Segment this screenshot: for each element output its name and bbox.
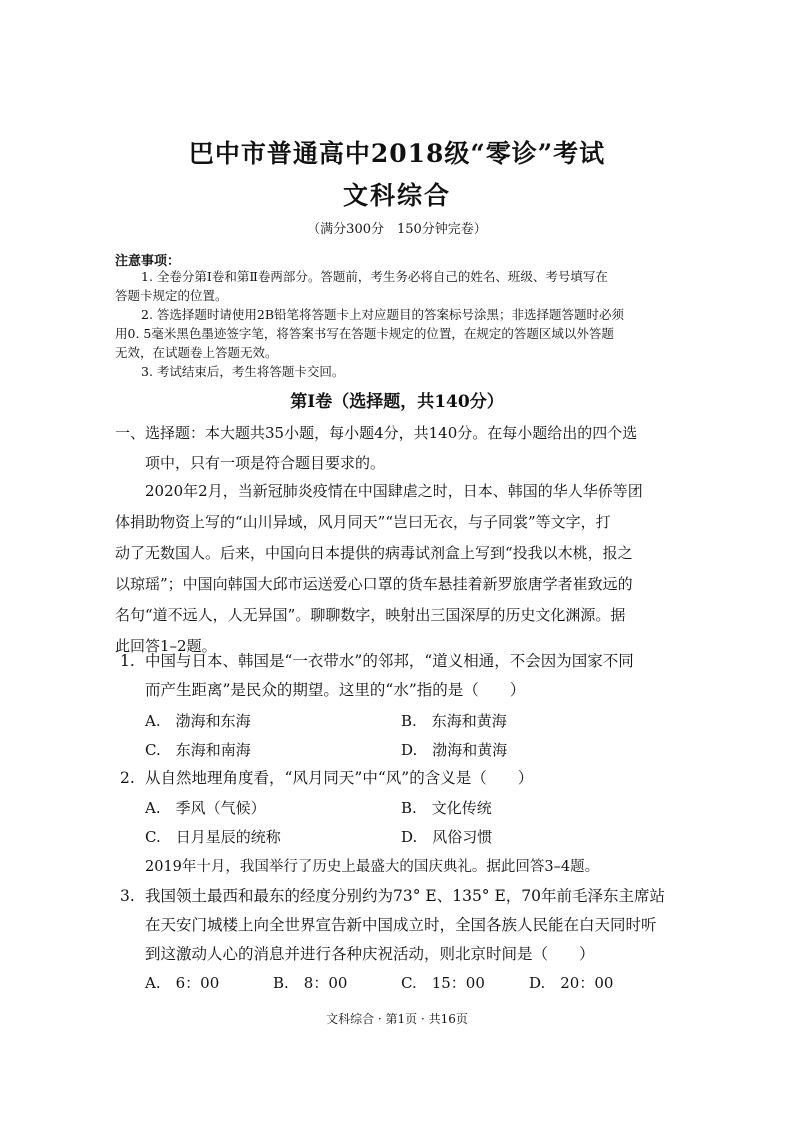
part-1-title: 第Ⅰ卷（选择题，共140分）	[290, 392, 504, 412]
question-3	[120, 882, 690, 969]
question-1	[120, 647, 690, 705]
question-3-number: 3.	[120, 887, 135, 905]
question-2	[120, 764, 690, 793]
notice-item-2-line-2: 用0. 5毫米黑色墨迹签字笔，将答案书写在答题卡规定的位置，在规定的答题区域以外答题	[115, 326, 614, 341]
question-3-stem-line-3: 到这激动人心的消息并进行各种庆祝活动，则北京时间是（ ）	[145, 945, 595, 963]
question-2-option-a: A. 季风（气候）	[145, 799, 266, 817]
notice-item-2-line-3: 无效，在试题卷上答题无效。	[115, 345, 278, 360]
notice-item-2-line-1: 2. 答选择题时请使用2B铅笔将答题卡上对应题目的答案标号涂黑；非选择题答题时必须	[141, 307, 625, 322]
notice-item-1-line-2: 答题卡规定的位置。	[115, 288, 228, 303]
passage-1	[115, 476, 687, 662]
passage-1-line-1: 2020年2月，当新冠肺炎疫情在中国肆虐之时，日本、韩国的华人华侨等团	[115, 482, 643, 500]
section-1-line-1: 一、选择题：本大题共35小题，每小题4分，共140分。在每小题给出的四个选	[115, 424, 638, 442]
question-1-option-d: D. 渤海和黄海	[401, 741, 508, 759]
notice-item-2	[115, 305, 685, 362]
question-1-number: 1.	[120, 652, 135, 670]
question-2-number: 2.	[120, 769, 135, 787]
passage-1-line-3: 动了无数国人。后来，中国向日本提供的病毒试剂盒上写到“投我以木桃，报之	[115, 544, 633, 562]
notice-item-3	[115, 362, 685, 381]
passage-1-line-4: 以琼瑶”；中国向韩国大邱市运送爱心口罩的货车悬挂着新罗旅唐学者崔致远的	[115, 575, 633, 593]
question-1-option-a: A. 渤海和东海	[145, 712, 251, 730]
exam-subtitle: （满分300分 150分钟完卷）	[307, 222, 487, 237]
question-1-option-c: C. 东海和南海	[145, 741, 251, 759]
page-footer: 文科综合 · 第1页 · 共16页	[326, 1012, 468, 1026]
question-2-option-d: D. 风俗习惯	[401, 828, 493, 846]
exam-title: 巴中市普通高中2018级“零诊”考试	[188, 139, 606, 168]
notice-item-3-line: 3. 考试结束后，考生将答题卡交回。	[141, 364, 345, 379]
question-3-stem-line-2: 在天安门城楼上向全世界宣告新中国成立时，全国各族人民能在白天同时听	[145, 916, 657, 934]
question-3-option-b: B. 8：00	[273, 974, 348, 992]
question-3-stem-line-1: 我国领土最西和最东的经度分别约为73° E、135° E，70年前毛泽东主席站	[145, 887, 666, 905]
passage-1-line-5: 名句“道不远人，人无异国”。聊聊数字，映射出三国深厚的历史文化渊源。据	[115, 606, 626, 624]
section-1-instructions	[115, 418, 685, 478]
question-3-option-d: D. 20：00	[529, 974, 614, 992]
question-2-option-c: C. 日月星辰的统称	[145, 828, 281, 846]
passage-1-line-6: 此回答1–2题。	[115, 637, 217, 655]
question-2-stem-line-1: 从自然地理角度看，“风月同天”中“风”的含义是（ ）	[145, 769, 534, 787]
question-2-option-b: B. 文化传统	[401, 799, 492, 817]
question-3-option-a: A. 6：00	[145, 974, 220, 992]
section-1-line-2: 项中，只有一项是符合题目要求的。	[145, 454, 386, 472]
notice-heading: 注意事项：	[115, 254, 181, 269]
passage-2: 2019年十月，我国举行了历史上最盛大的国庆典礼。据此回答3–4题。	[145, 859, 600, 875]
subject-title: 文科综合	[342, 181, 451, 210]
question-3-option-c: C. 15：00	[401, 974, 485, 992]
question-1-stem-line-1: 中国与日本、韩国是“一衣带水”的邻邦，“道义相通，不会因为国家不同	[145, 652, 634, 670]
notice-item-1	[115, 267, 685, 305]
question-1-stem-line-2: 而产生距离”是民众的期望。这里的“水”指的是（ ）	[145, 681, 526, 699]
passage-1-line-2: 体捐助物资上写的“山川异域，风月同天”“岂曰无衣，与子同裳”等文字，打	[115, 513, 611, 531]
question-1-option-b: B. 东海和黄海	[401, 712, 507, 730]
notice-item-1-line-1: 1. 全卷分第Ⅰ卷和第Ⅱ卷两部分。答题前，考生务必将自己的姓名、班级、考号填写在	[141, 269, 608, 284]
